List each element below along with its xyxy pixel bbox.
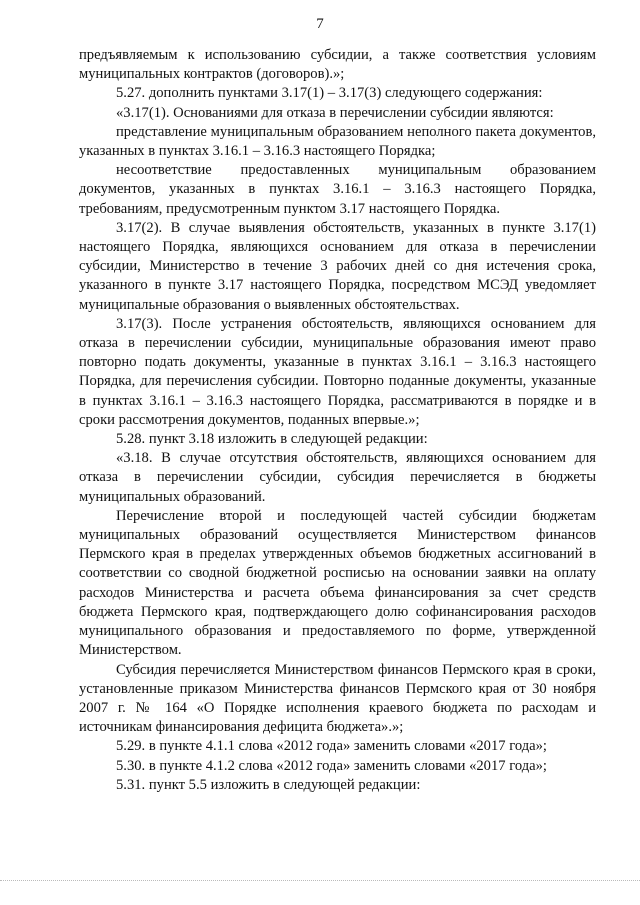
paragraph-ground-nonconformity: несоответствие предоставленных муниципальным образованием документов, указанных в пунктах 3.16.1 – 3.16.3 настоящего Порядка, требованиям, предусмотренным пунктом 3.17 настоящего Порядка.: [79, 162, 596, 217]
paragraph-ground-incomplete-package: представление муниципальным образованием неполного пакета документов, указанных в пунктах 3.16.1 – 3.16.3 настоящего Порядка;: [79, 123, 596, 160]
paragraph-transfer-terms: Субсидия перечисляется Министерством финансов Пермского края в сроки, установленные приказом Министерства финансов Пермского края от 30 ноября 2007 г. № 164 «О Порядке исполнения краевого бюджета по расходам и источникам финансирования дефицита бюджета».»;: [79, 661, 596, 736]
paragraph-5-29: 5.29. в пункте 4.1.1 слова «2012 года» заменить словами «2017 года»;: [116, 738, 547, 755]
paragraph-3-17-1: «3.17(1). Основаниями для отказа в перечислении субсидии являются:: [116, 104, 554, 121]
paragraph-5-27: 5.27. дополнить пунктами 3.17(1) – 3.17(3) следующего содержания:: [116, 85, 543, 102]
paragraph-continuation: предъявляемым к использованию субсидии, а также соответствия условиям муниципальных контрактов (договоров).»;: [79, 47, 596, 83]
paragraph-5-30: 5.30. в пункте 4.1.2 слова «2012 года» заменить словами «2017 года»;: [116, 757, 547, 774]
paragraph-3-18: «3.18. В случае отсутствия обстоятельств, являющихся основанием для отказа в перечислении субсидии, субсидия перечисляется в бюджеты муниципальных образований.: [79, 450, 596, 505]
paragraph-3-17-2: 3.17(2). В случае выявления обстоятельств, указанных в пункте 3.17(1) настоящего Порядка, являющихся основанием для отказа в перечислении субсидии, Министерство в течение 3 рабочих дней со дня истечения срока, указанного в пункте 3.17 настоящего Порядка, посредством МСЭД уведомляет муниципальные образования о выявленных обстоятельствах.: [79, 219, 596, 313]
paragraph-5-28: 5.28. пункт 3.18 изложить в следующей редакции:: [116, 431, 428, 448]
paragraph-transfer-procedure: Перечисление второй и последующей частей субсидии бюджетам муниципальных образований осуществляется Министерством финансов Пермского края в пределах утвержденных объемов бюджетных ассигнований в соответствии со сводной бюджетной росписью на основании заявки на оплату расходов Министерства и расчета объема финансирования за счет средств бюджета Пермского края, подтверждающего долю софинансирования расходов муниципального образования и предоставляемого по форме, утвержденной Министерством.: [79, 507, 596, 659]
scan-edge-line: [0, 880, 640, 882]
page-number: 7: [316, 16, 324, 32]
paragraph-3-17-3: 3.17(3). После устранения обстоятельств, являющихся основанием для отказа в перечислении субсидии, муниципальные образования имеют право повторно подать документы, указанные в пунктах 3.16.1 – 3.16.3 настоящего Порядка, для перечисления субсидии. Повторно поданные документы, указанные в пунктах 3.16.1 – 3.16.3 настоящего Порядка, рассматриваются в порядке и в сроки рассмотрения документов, поданных впервые.»;: [79, 315, 596, 428]
document-body: [79, 46, 596, 795]
paragraph-5-31: 5.31. пункт 5.5 изложить в следующей редакции:: [116, 776, 421, 793]
